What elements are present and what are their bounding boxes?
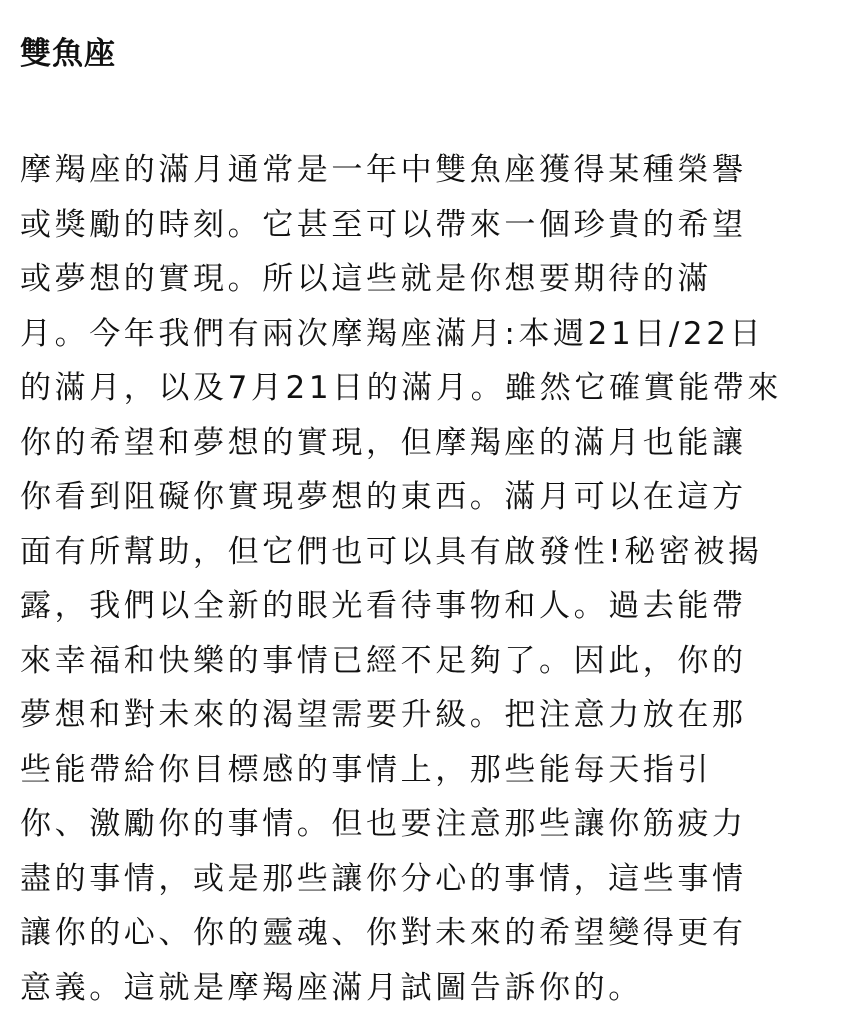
- paragraph-line: 或夢想的實現。所以這些就是你想要期待的滿: [20, 261, 712, 297]
- paragraph-line: 你、激勵你的事情。但也要注意那些讓你筋疲力: [20, 806, 747, 842]
- paragraph-line: 來幸福和快樂的事情已經不足夠了。因此，你的: [20, 642, 747, 679]
- paragraph-line: 摩羯座的滿月通常是一年中雙魚座獲得某種榮譽: [20, 152, 747, 188]
- paragraph-line: 意義。這就是摩羯座滿月試圖告訴你的。: [20, 969, 643, 1006]
- document-title: 雙魚座: [20, 36, 116, 72]
- paragraph-line: 你的希望和夢想的實現，但摩羯座的滿月也能讓: [20, 424, 747, 461]
- paragraph-line: 盡的事情，或是那些讓你分心的事情，這些事情: [20, 860, 747, 897]
- paragraph-line: 的滿月，以及7月21日的滿月。雖然它確實能帶來: [20, 370, 782, 406]
- paragraph-line: 露，我們以全新的眼光看待事物和人。過去能帶: [20, 588, 747, 624]
- body-paragraph: [20, 143, 835, 1015]
- paragraph-line: 夢想和對未來的渴望需要升級。把注意力放在那: [20, 697, 747, 733]
- paragraph-line: 些能帶給你目標感的事情上，那些能每天指引: [20, 751, 712, 788]
- paragraph-line: 面有所幫助，但它們也可以具有啟發性!秘密被揭: [20, 533, 763, 570]
- paragraph-line: 或獎勵的時刻。它甚至可以帶來一個珍貴的希望: [20, 206, 747, 243]
- paragraph-line: 月。今年我們有兩次摩羯座滿月:本週21日/22日: [20, 315, 765, 352]
- paragraph-line: 讓你的心、你的靈魂、你對未來的希望變得更有: [20, 915, 747, 951]
- paragraph-line: 你看到阻礙你實現夢想的東西。滿月可以在這方: [20, 479, 747, 515]
